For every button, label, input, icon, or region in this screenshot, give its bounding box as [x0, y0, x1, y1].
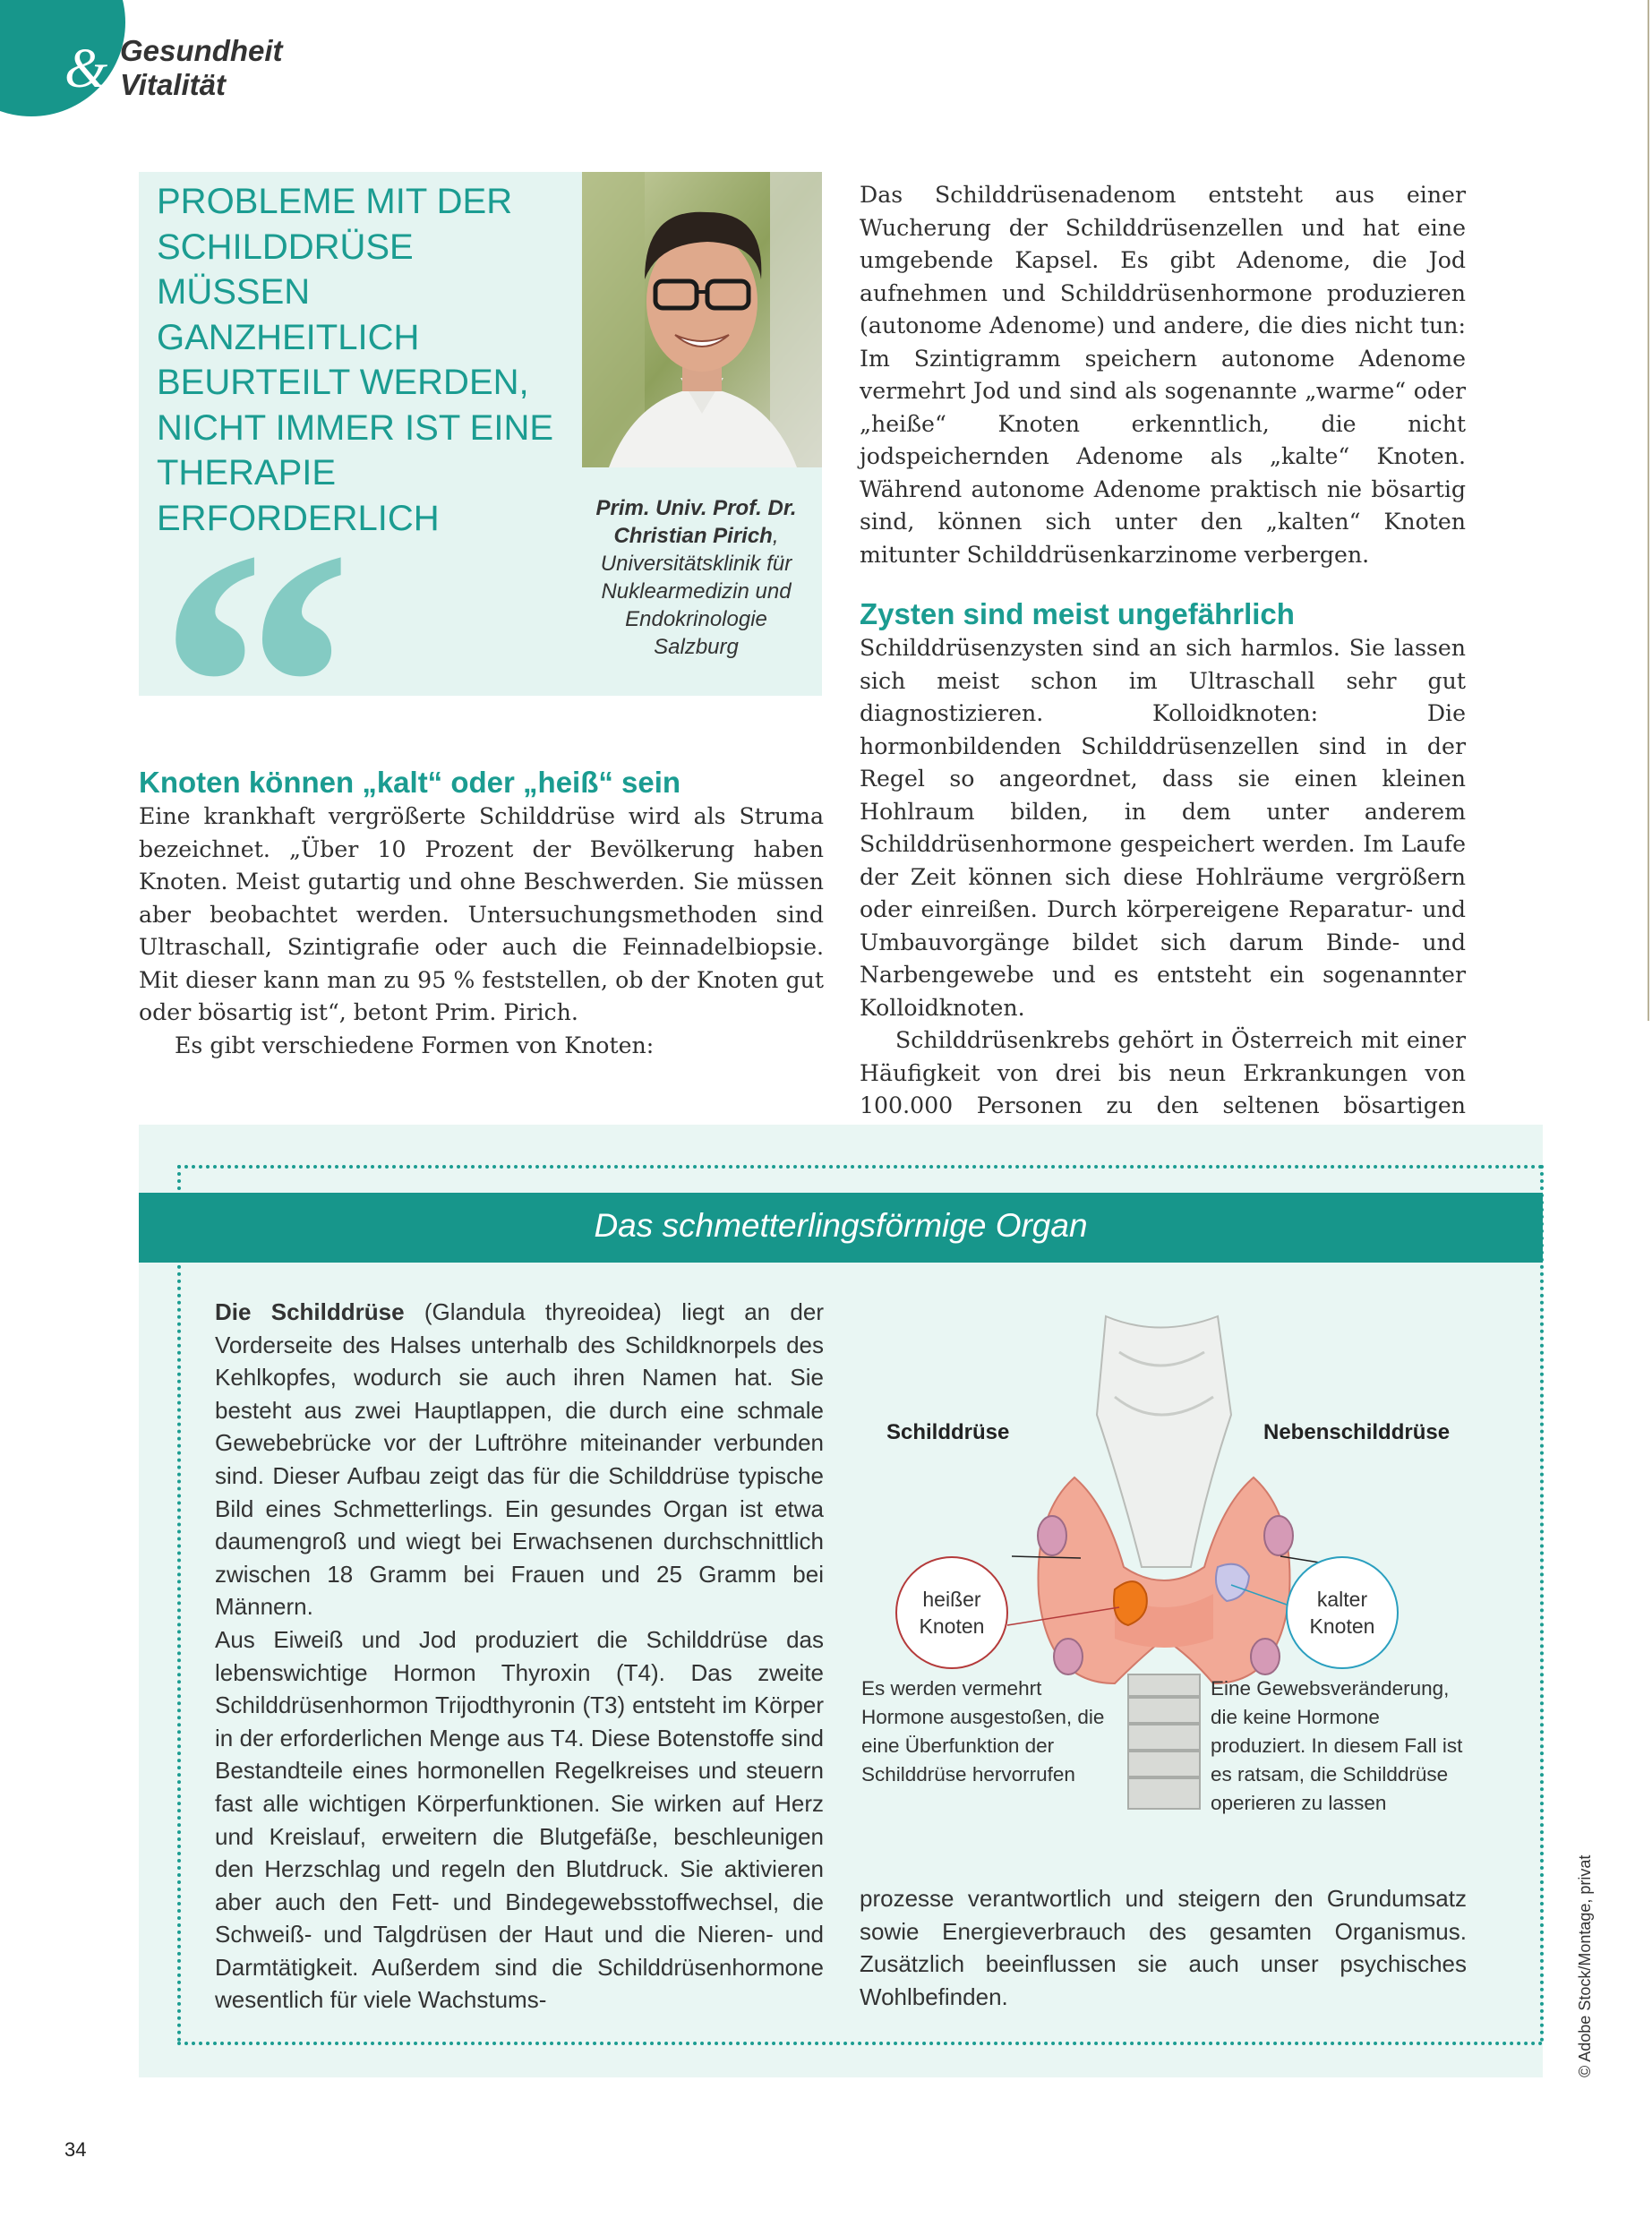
info-text-left [215, 1296, 824, 2017]
info-paragraph-2: Aus Eiweiß und Jod produziert die Schilddrüse das lebenswichtige Hormon Thyroxin (T4). Das zweite Schilddrüsenhormon Trijodthyronin (T3) entsteht im Körper in der erforderlichen Menge aus T4. Diese Botenstoffe sind Bestandteile eines hormonellen Regelkreises und steuern fast alle wichtigen Körperfunktionen. Sie wirken auf Herz und Kreislauf, erweitern die Blutgefäße, beschleunigen den Herzschlag und regeln den Blutdruck. Sie aktivieren aber auch den Fett- und Bindegewebsstoffwechsel, die Schweiß- und Talgdrüsen der Haut und die Nieren- und Darmtätigkeit. Außerdem sind die Schilddrüsenhormone wesentlich für viele Wachstums- [215, 1625, 824, 2014]
cold-node-callout [1286, 1556, 1399, 1669]
hot-node-callout [895, 1556, 1008, 1669]
paragraph-formen: Es gibt verschiedene Formen von Knoten: [175, 1032, 655, 1058]
hot-node-description: Es werden vermehrt Hormone ausgestoßen, die eine Überfunktion der Schilddrüse hervorrufen [861, 1677, 1105, 1786]
info-lead: Die Schilddrüse [215, 1298, 405, 1325]
paragraph-struma: Eine krankhaft vergrößerte Schilddrüse wird als Struma bezeichnet. „Über 10 Prozent der Bevölkerung haben Knoten. Meist gutartig und ohne Beschwerden. Sie müssen aber beobachtet werden. Untersuchungsmethoden sind Ultraschall, Szintigrafie oder auch die Feinnadelbiopsie. Mit dieser kann man zu 95 % feststellen, ob der Knoten gut oder bösartig ist“, betont Prim. Pirich. [139, 803, 824, 1025]
info-paragraph-1: (Glandula thyreoidea) liegt an der Vorderseite des Halses unterhalb des Schildknorpels des Kehlkopfes, wodurch sie auch ihren Namen hat. Sie besteht aus zwei Hauptlappen, die durch eine schmale Gewebebrücke vor der Luftröhre miteinander verbunden sind. Dieser Aufbau zeigt das für die Schilddrüse typische Bild eines Schmetterlings. Ein gesundes Organ ist etwa daumengroß und wiegt bei Erwachsenen durchschnittlich zwischen 18 Gramm bei Frauen und 25 Gramm bei Männern. [215, 1298, 824, 1621]
page-edge-line [1648, 0, 1649, 1021]
label-nebenschilddruese: Nebenschilddrüse [1263, 1420, 1451, 1444]
dotted-border-bottom [177, 2042, 1544, 2045]
dotted-border-right [1540, 1165, 1544, 2042]
caption-name: Christian Pirich [613, 524, 773, 548]
cold-node-description: Eine Gewebsveränderung, die keine Hormone produziert. In diesem Fall ist es ratsam, die Schilddrüse operieren zu lassen [1211, 1677, 1463, 1814]
heading-knoten: Knoten können „kalt“ oder „heiß“ sein [139, 766, 681, 799]
caption-institution-4: Salzburg [654, 635, 739, 659]
portrait-photo [582, 172, 822, 467]
paragraph-krebs: Schilddrüsenkrebs gehört in Österreich mit einer Häufigkeit von drei bis neun Erkrankungen von 100.000 Personen zu den seltenen bösartigen [860, 1027, 1466, 1118]
info-title: Das schmetterlingsförmige Organ [594, 1207, 1088, 1244]
info-paragraph-3: prozesse verantwortlich und steigern den Grundumsatz sowie Energieverbrauch des gesamten Organismus. Zusätzlich beeinflussen sie auch unser psychisches Wohlbefinden. [860, 1885, 1467, 2010]
paragraph-zysten: Schilddrüsenzysten sind an sich harmlos. Sie lassen sich meist schon im Ultraschall sehr gut diagnostizieren. Kolloidknoten: Die hormonbildenden Schilddrüsenzellen sind in der Regel so angeordnet, dass sie einen kleinen Hohlraum bilden, in dem unter anderem Schilddrüsenhormone gespeichert werden. Im Laufe der Zeit können sich diese Hohlräume vergrößern oder einreißen. Durch körpereigene Reparatur- und Umbauvorgänge bildet sich darum Binde- und Narbengewebe und es entsteht ein sogenannter Kolloidknoten. [860, 635, 1466, 1021]
dotted-border-top [177, 1165, 1544, 1169]
photo-credit: © Adobe Stock/Montage, privat [1576, 1854, 1594, 2077]
caption-institution-1: Universitätsklinik für [600, 552, 792, 576]
ampersand-logo: & [64, 39, 108, 99]
article-left-column [139, 765, 824, 1062]
hot-node-line1: heißer [922, 1588, 981, 1611]
label-schilddruese: Schilddrüse [886, 1420, 1010, 1444]
hot-node-line2: Knoten [919, 1614, 985, 1638]
caption-title: Prim. Univ. Prof. Dr. [595, 496, 797, 520]
cold-node-line1: kalter [1316, 1588, 1368, 1611]
pull-quote: PROBLEME MIT DER SCHILDDRÜSE MÜSSEN GANZHEITLICH BEURTEILT WERDEN, NICHT IMMER IST EINE THERAPIE ERFORDERLICH [157, 182, 554, 538]
page-number: 34 [64, 2138, 87, 2161]
caption-institution-2: Nuklearmedizin und [601, 579, 792, 604]
dotted-border-left [177, 1165, 181, 2042]
section-title-line1: Gesundheit [120, 34, 283, 67]
caption-institution-3: Endokrinologie [625, 607, 767, 631]
cold-node-line2: Knoten [1309, 1614, 1375, 1638]
quote-mark-icon [157, 491, 354, 706]
section-title-line2: Vitalität [120, 68, 226, 101]
portrait-caption [573, 494, 819, 661]
paragraph-adenom: Das Schilddrüsenadenom entsteht aus einer Wucherung der Schilddrüsenzellen und hat eine umgebende Kapsel. Es gibt Adenome, die Jod aufnehmen und Schilddrüsenhormone produzieren (autonome Adenome) und andere, die dies nicht tun: Im Szintigramm speichern autonome Adenome vermehrt Jod und sind als sogenannte „warme“ oder „heiße“ Knoten erkenntlich, die nicht jodspeichernden Adenome als „kalte“ Knoten. Während autonome Adenome praktisch nie bösartig sind, können sich unter den „kalten“ Knoten mitunter Schilddrüsenkarzinome verbergen. [860, 182, 1466, 568]
caption-comma: , [772, 524, 779, 548]
heading-zysten: Zysten sind meist ungefährlich [860, 597, 1295, 630]
article-right-column [860, 179, 1466, 1188]
